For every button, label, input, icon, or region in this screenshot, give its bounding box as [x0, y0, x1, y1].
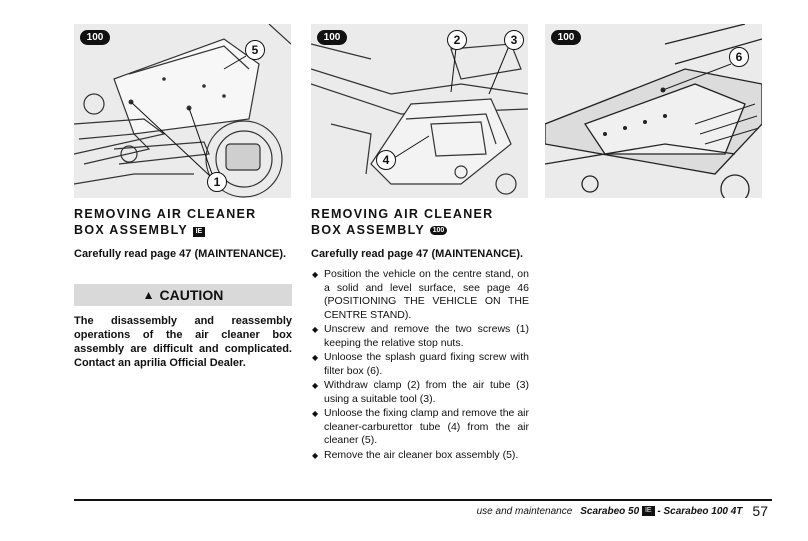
figure-air-tube-clamp: [311, 24, 528, 198]
ie-tag: IE: [642, 506, 655, 516]
diamond-bullet-icon: ◆: [312, 270, 319, 279]
page-number: 57: [752, 503, 768, 519]
callout-2: 2: [447, 30, 467, 50]
footer-usage: use and maintenance: [476, 505, 573, 517]
footer-model-a: Scarabeo 50: [580, 505, 640, 517]
technical-illustration: [311, 24, 528, 198]
heading-text: REMOVING AIR CLEANER BOX ASSEMBLY: [74, 207, 257, 237]
figure-air-cleaner-screws: [74, 24, 291, 198]
step-text: Unscrew and remove the two screws (1) keeping the relative stop nuts.: [324, 323, 529, 349]
footer-rule: [74, 499, 772, 501]
right-column: [311, 206, 529, 463]
callout-3: 3: [504, 30, 524, 50]
footer-model-b: - Scarabeo 100 4T: [657, 505, 743, 517]
diamond-bullet-icon: ◆: [312, 409, 319, 418]
list-item: [311, 407, 529, 448]
diamond-bullet-icon: ◆: [312, 325, 319, 334]
list-item: [311, 379, 529, 406]
technical-illustration: [545, 24, 762, 198]
model-100-tag: 100: [430, 226, 448, 235]
caution-banner: [74, 284, 292, 306]
model-badge: 100: [317, 30, 347, 45]
list-item: [311, 449, 529, 463]
model-badge: 100: [80, 30, 110, 45]
heading-text: REMOVING AIR CLEANER BOX ASSEMBLY: [311, 207, 494, 237]
callout-6: 6: [729, 47, 749, 67]
callout-5: 5: [245, 40, 265, 60]
warning-triangle-icon: ▲: [142, 288, 155, 302]
diamond-bullet-icon: ◆: [312, 353, 319, 362]
figure-splash-guard-screw: [545, 24, 762, 198]
left-column: [74, 206, 292, 370]
callout-4: 4: [376, 150, 396, 170]
diamond-bullet-icon: ◆: [312, 381, 319, 390]
procedure-steps: [311, 268, 529, 462]
step-text: Position the vehicle on the centre stand, on a solid and level surface, see page 46 (POSITIONING THE VEHICLE ON THE CENTRE STAND).: [324, 268, 529, 321]
diamond-bullet-icon: ◆: [312, 450, 319, 460]
maintenance-note: Carefully read page 47 (MAINTENANCE).: [74, 248, 287, 260]
page-footer: [477, 503, 768, 519]
ie-tag: IE: [193, 227, 206, 237]
list-item: [311, 323, 529, 350]
step-text: Withdraw clamp (2) from the air tube (3) using a suitable tool (3).: [324, 379, 529, 405]
step-text: Remove the air cleaner box assembly (5).: [324, 448, 519, 461]
maintenance-note: Carefully read page 47 (MAINTENANCE).: [311, 248, 524, 260]
step-text: Unloose the splash guard fixing screw with filter box (6).: [324, 351, 529, 377]
section-heading: [311, 206, 529, 238]
callout-1: 1: [207, 172, 227, 192]
step-text: Unloose the fixing clamp and remove the air cleaner-carburettor tube (4) from the air cleaner (5).: [324, 407, 529, 446]
caution-text: The disassembly and reassembly operations of the air cleaner box assembly are difficult and complicated. Contact an aprilia Official Dealer.: [74, 315, 292, 369]
list-item: [311, 351, 529, 378]
model-badge: 100: [551, 30, 581, 45]
caution-title: CAUTION: [159, 287, 224, 303]
list-item: [311, 268, 529, 322]
section-heading: [74, 206, 292, 238]
